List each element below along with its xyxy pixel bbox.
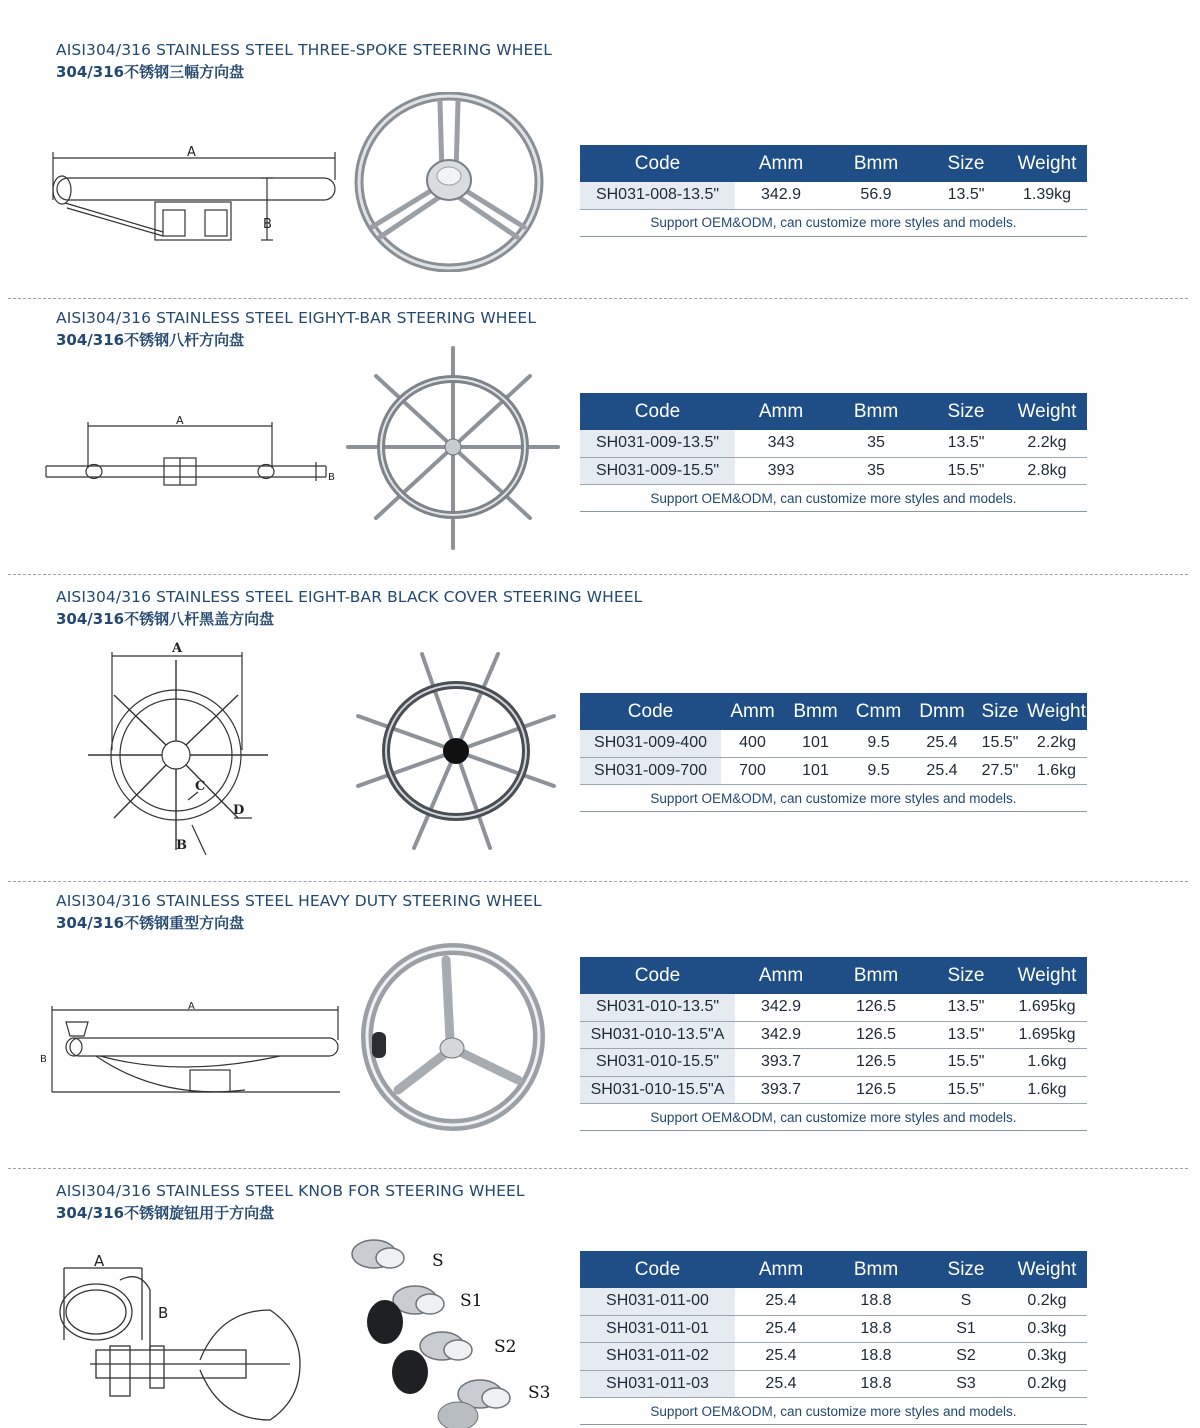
oem-note: Support OEM&ODM, can customize more styles and models. bbox=[580, 1398, 1087, 1425]
spec-table bbox=[580, 145, 1087, 237]
knob-s2-label: S2 bbox=[494, 1337, 517, 1357]
black-cover-wheel-photo bbox=[354, 650, 558, 852]
column-header: Code bbox=[580, 693, 721, 730]
dimension-d-label: D bbox=[233, 803, 245, 818]
weight-cell: 1.39kg bbox=[1007, 182, 1087, 209]
size-cell: 15.5" bbox=[925, 457, 1007, 485]
code-cell: SH031-008-13.5" bbox=[580, 182, 735, 209]
eight-bar-wheel-drawing bbox=[42, 412, 342, 492]
knob-s3-label: S3 bbox=[528, 1383, 551, 1403]
knob-s-label: S bbox=[432, 1251, 444, 1271]
dimension-a-label: A bbox=[94, 1252, 105, 1270]
weight-cell: 2.8kg bbox=[1007, 457, 1087, 485]
dimension-b-label: B bbox=[158, 1304, 169, 1322]
table-row bbox=[580, 457, 1087, 485]
size-cell: S3 bbox=[925, 1370, 1007, 1398]
column-header: Weight bbox=[1007, 393, 1087, 430]
knob-photo bbox=[340, 1232, 555, 1428]
amm-cell: 343 bbox=[735, 430, 827, 457]
code-cell: SH031-009-15.5" bbox=[580, 457, 735, 485]
column-header: Amm bbox=[721, 693, 784, 730]
table-row bbox=[580, 1076, 1087, 1104]
table-row bbox=[580, 1343, 1087, 1371]
heavy-duty-wheel-photo bbox=[358, 940, 548, 1134]
knob-s1-label: S1 bbox=[460, 1291, 483, 1311]
oem-note: Support OEM&ODM, can customize more styles and models. bbox=[580, 1104, 1087, 1131]
table-row bbox=[580, 757, 1087, 785]
bmm-cell: 126.5 bbox=[827, 1049, 925, 1077]
amm-cell: 25.4 bbox=[735, 1370, 827, 1398]
size-cell: S2 bbox=[925, 1343, 1007, 1371]
section-title-cn: 304/316不锈钢八杆方向盘 bbox=[56, 331, 245, 349]
section-title-en: AISI304/316 STAINLESS STEEL HEAVY DUTY STEERING WHEEL bbox=[56, 892, 542, 910]
amm-cell: 25.4 bbox=[735, 1315, 827, 1343]
bmm-cell: 18.8 bbox=[827, 1343, 925, 1371]
dimension-b-label: B bbox=[176, 838, 187, 853]
code-cell: SH031-011-01 bbox=[580, 1315, 735, 1343]
column-header: Size bbox=[925, 1251, 1007, 1288]
dmm-cell: 25.4 bbox=[910, 757, 974, 785]
weight-cell: 0.3kg bbox=[1007, 1315, 1087, 1343]
amm-cell: 393.7 bbox=[735, 1076, 827, 1104]
amm-cell: 393.7 bbox=[735, 1049, 827, 1077]
column-header: Bmm bbox=[827, 1251, 925, 1288]
bmm-cell: 35 bbox=[827, 457, 925, 485]
dmm-cell: 25.4 bbox=[910, 730, 974, 757]
dimension-b-label: B bbox=[40, 1054, 47, 1065]
column-header: Weight bbox=[1026, 693, 1087, 730]
three-spoke-wheel-photo bbox=[352, 92, 546, 272]
dimension-a-label: A bbox=[188, 1001, 195, 1012]
amm-cell: 342.9 bbox=[735, 182, 827, 209]
section-title-en: AISI304/316 STAINLESS STEEL KNOB FOR STEERING WHEEL bbox=[56, 1182, 525, 1200]
bmm-cell: 35 bbox=[827, 430, 925, 457]
amm-cell: 342.9 bbox=[735, 1021, 827, 1049]
weight-cell: 2.2kg bbox=[1007, 430, 1087, 457]
spec-table bbox=[580, 693, 1087, 812]
column-header: Bmm bbox=[784, 693, 847, 730]
weight-cell: 0.3kg bbox=[1007, 1343, 1087, 1371]
weight-cell: 1.695kg bbox=[1007, 994, 1087, 1021]
column-header: Cmm bbox=[847, 693, 910, 730]
dimension-c-label: C bbox=[195, 779, 206, 794]
bmm-cell: 18.8 bbox=[827, 1288, 925, 1315]
code-cell: SH031-009-400 bbox=[580, 730, 721, 757]
code-cell: SH031-010-15.5" bbox=[580, 1049, 735, 1077]
three-spoke-wheel-drawing bbox=[45, 140, 345, 250]
table-row bbox=[580, 1288, 1087, 1315]
spec-table bbox=[580, 957, 1087, 1131]
bmm-cell: 18.8 bbox=[827, 1315, 925, 1343]
section-title-cn: 304/316不锈钢八杆黑盖方向盘 bbox=[56, 610, 275, 628]
cmm-cell: 9.5 bbox=[847, 757, 910, 785]
bmm-cell: 101 bbox=[784, 730, 847, 757]
black-cover-wheel-drawing bbox=[84, 640, 274, 855]
size-cell: S bbox=[925, 1288, 1007, 1315]
size-cell: 13.5" bbox=[925, 1021, 1007, 1049]
table-row bbox=[580, 730, 1087, 757]
column-header: Weight bbox=[1007, 1251, 1087, 1288]
column-header: Size bbox=[974, 693, 1026, 730]
code-cell: SH031-009-700 bbox=[580, 757, 721, 785]
bmm-cell: 126.5 bbox=[827, 1076, 925, 1104]
bmm-cell: 126.5 bbox=[827, 994, 925, 1021]
size-cell: 15.5" bbox=[974, 730, 1026, 757]
knob-drawing bbox=[50, 1250, 310, 1428]
code-cell: SH031-011-02 bbox=[580, 1343, 735, 1371]
cmm-cell: 9.5 bbox=[847, 730, 910, 757]
column-header: Size bbox=[925, 145, 1007, 182]
size-cell: 15.5" bbox=[925, 1049, 1007, 1077]
size-cell: 27.5" bbox=[974, 757, 1026, 785]
dimension-b-label: B bbox=[263, 217, 272, 232]
size-cell: 13.5" bbox=[925, 430, 1007, 457]
spec-table bbox=[580, 1251, 1087, 1425]
amm-cell: 25.4 bbox=[735, 1288, 827, 1315]
size-cell: S1 bbox=[925, 1315, 1007, 1343]
column-header: Code bbox=[580, 145, 735, 182]
amm-cell: 700 bbox=[721, 757, 784, 785]
spec-table bbox=[580, 393, 1087, 512]
size-cell: 13.5" bbox=[925, 182, 1007, 209]
eight-bar-wheel-photo bbox=[346, 346, 560, 550]
table-row bbox=[580, 430, 1087, 457]
table-row bbox=[580, 182, 1087, 209]
amm-cell: 393 bbox=[735, 457, 827, 485]
amm-cell: 342.9 bbox=[735, 994, 827, 1021]
column-header: Amm bbox=[735, 145, 827, 182]
table-row bbox=[580, 1370, 1087, 1398]
code-cell: SH031-010-15.5"A bbox=[580, 1076, 735, 1104]
table-row bbox=[580, 1315, 1087, 1343]
weight-cell: 0.2kg bbox=[1007, 1370, 1087, 1398]
dimension-a-label: A bbox=[176, 414, 184, 427]
code-cell: SH031-009-13.5" bbox=[580, 430, 735, 457]
section-title-cn: 304/316不锈钢旋钮用于方向盘 bbox=[56, 1204, 275, 1222]
column-header: Weight bbox=[1007, 957, 1087, 994]
section-title-en: AISI304/316 STAINLESS STEEL THREE-SPOKE STEERING WHEEL bbox=[56, 41, 552, 59]
amm-cell: 400 bbox=[721, 730, 784, 757]
section-title-cn: 304/316不锈钢重型方向盘 bbox=[56, 914, 245, 932]
table-row bbox=[580, 1049, 1087, 1077]
oem-note: Support OEM&ODM, can customize more styles and models. bbox=[580, 785, 1087, 812]
column-header: Bmm bbox=[827, 957, 925, 994]
weight-cell: 1.6kg bbox=[1007, 1049, 1087, 1077]
section-title-en: AISI304/316 STAINLESS STEEL EIGHT-BAR BLACK COVER STEERING WHEEL bbox=[56, 588, 643, 606]
bmm-cell: 56.9 bbox=[827, 182, 925, 209]
column-header: Bmm bbox=[827, 145, 925, 182]
code-cell: SH031-011-03 bbox=[580, 1370, 735, 1398]
code-cell: SH031-011-00 bbox=[580, 1288, 735, 1315]
code-cell: SH031-010-13.5" bbox=[580, 994, 735, 1021]
section-title-en: AISI304/316 STAINLESS STEEL EIGHYT-BAR STEERING WHEEL bbox=[56, 309, 537, 327]
column-header: Code bbox=[580, 1251, 735, 1288]
table-row bbox=[580, 994, 1087, 1021]
dimension-b-label: B bbox=[328, 472, 335, 483]
weight-cell: 1.6kg bbox=[1007, 1076, 1087, 1104]
bmm-cell: 126.5 bbox=[827, 1021, 925, 1049]
size-cell: 15.5" bbox=[925, 1076, 1007, 1104]
table-row bbox=[580, 1021, 1087, 1049]
column-header: Dmm bbox=[910, 693, 974, 730]
bmm-cell: 18.8 bbox=[827, 1370, 925, 1398]
section-title-cn: 304/316不锈钢三幅方向盘 bbox=[56, 63, 245, 81]
column-header: Amm bbox=[735, 1251, 827, 1288]
dimension-a-label: A bbox=[172, 641, 183, 656]
section-divider bbox=[8, 574, 1188, 575]
weight-cell: 0.2kg bbox=[1007, 1288, 1087, 1315]
oem-note: Support OEM&ODM, can customize more styles and models. bbox=[580, 485, 1087, 512]
column-header: Size bbox=[925, 393, 1007, 430]
oem-note: Support OEM&ODM, can customize more styles and models. bbox=[580, 209, 1087, 236]
heavy-duty-wheel-drawing bbox=[40, 1000, 345, 1100]
section-divider bbox=[8, 298, 1188, 299]
column-header: Amm bbox=[735, 393, 827, 430]
size-cell: 13.5" bbox=[925, 994, 1007, 1021]
amm-cell: 25.4 bbox=[735, 1343, 827, 1371]
section-divider bbox=[8, 881, 1188, 882]
column-header: Bmm bbox=[827, 393, 925, 430]
code-cell: SH031-010-13.5"A bbox=[580, 1021, 735, 1049]
dimension-a-label: A bbox=[187, 145, 196, 160]
weight-cell: 2.2kg bbox=[1026, 730, 1087, 757]
bmm-cell: 101 bbox=[784, 757, 847, 785]
column-header: Size bbox=[925, 957, 1007, 994]
weight-cell: 1.695kg bbox=[1007, 1021, 1087, 1049]
column-header: Code bbox=[580, 957, 735, 994]
column-header: Amm bbox=[735, 957, 827, 994]
section-divider bbox=[8, 1168, 1188, 1169]
column-header: Weight bbox=[1007, 145, 1087, 182]
weight-cell: 1.6kg bbox=[1026, 757, 1087, 785]
column-header: Code bbox=[580, 393, 735, 430]
